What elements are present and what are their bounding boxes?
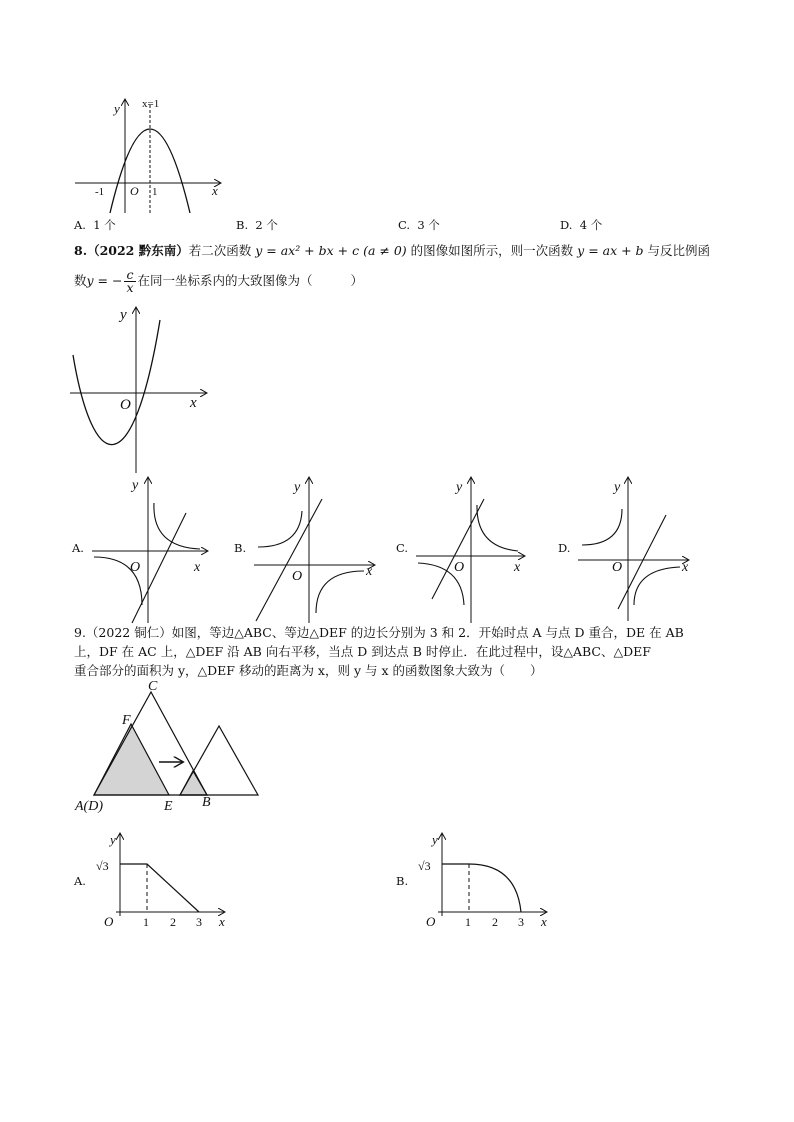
line-graph — [618, 515, 666, 609]
q8-option-d-label[interactable]: D. — [558, 541, 571, 555]
quadratic-curve — [73, 320, 160, 445]
svg-text:x: x — [541, 914, 547, 929]
hyperbola-q1 — [477, 505, 518, 551]
q8-option-c-label[interactable]: C. — [396, 541, 409, 555]
origin-label: O — [120, 397, 131, 413]
q7-parabola-figure — [70, 95, 230, 220]
graph-curve — [442, 864, 521, 912]
q7-option-c[interactable]: C. 3 个 — [398, 218, 440, 232]
q8-formula-linear: y = ax + b — [577, 243, 644, 258]
svg-text:x: x — [366, 564, 373, 579]
svg-text:y: y — [432, 832, 438, 847]
svg-text:O: O — [612, 560, 623, 575]
q7-option-a[interactable]: A. 1 个 — [74, 218, 116, 232]
one-label: 1 — [152, 186, 158, 198]
svg-text:y: y — [294, 480, 301, 495]
q7-option-b[interactable]: B. 2 个 — [236, 218, 278, 232]
svg-text:1: 1 — [143, 915, 149, 929]
label-e: E — [164, 799, 173, 814]
q9-option-a-graph[interactable] — [94, 830, 234, 930]
svg-text:y: y — [132, 478, 139, 493]
q8-option-d-graph[interactable] — [576, 475, 701, 625]
q8-option-a-graph[interactable] — [90, 475, 215, 625]
q9-line-2: 上，DF 在 AC 上，△DEF 沿 AB 向右平移，当点 D 到达点 B 时停止．在此过程中，设△ABC、△DEF — [74, 644, 651, 659]
q9-line-3: 重合部分的面积为 y，△DEF 移动的距离为 x，则 y 与 x 的函数图象大致为（ ） — [74, 663, 543, 678]
svg-text:O: O — [426, 914, 436, 929]
label-f: F — [122, 713, 131, 728]
svg-text:1: 1 — [465, 915, 471, 929]
hyperbola-q2 — [582, 509, 622, 545]
svg-text:O: O — [454, 560, 465, 575]
svg-text:3: 3 — [518, 915, 524, 929]
q9-option-b-label[interactable]: B. — [396, 874, 409, 888]
svg-text:O: O — [130, 560, 141, 575]
q8-line-1: 8.（2022 黔东南）若二次函数 y = ax² + bx + c (a ≠ 0) 的图像如图所示，则一次函数 y = ax + b 与反比例函 — [74, 243, 711, 258]
hyperbola-q1 — [154, 503, 200, 549]
line-graph — [256, 499, 322, 621]
q8-option-b-label[interactable]: B. — [234, 541, 247, 555]
q9-option-a-label[interactable]: A. — [74, 874, 86, 888]
label-c: C — [148, 679, 158, 694]
svg-text:O: O — [292, 569, 303, 584]
y-label: y — [114, 101, 120, 116]
hyperbola-q4 — [316, 571, 364, 613]
svg-text:y: y — [110, 832, 116, 847]
svg-text:O: O — [104, 914, 114, 929]
x-label: x — [190, 395, 197, 411]
q8-formula-inverse: y = − — [86, 273, 123, 288]
triangle-def-shaded — [94, 724, 169, 795]
svg-text:x: x — [194, 560, 201, 575]
q8-line-2: 数y = − $\frac{c}{x}$ 在同一坐标系内的大致图像为（ ） — [74, 267, 364, 295]
x-label: x — [212, 183, 218, 198]
q8-source: （2022 黔东南） — [87, 243, 189, 258]
svg-text:√3: √3 — [96, 859, 109, 873]
q9-triangle-figure — [72, 678, 272, 813]
svg-text:y: y — [614, 480, 621, 495]
line-graph — [432, 499, 484, 599]
q8-option-b-graph[interactable] — [252, 475, 382, 625]
graph-line — [120, 864, 199, 912]
q9-option-b-graph[interactable] — [416, 830, 556, 930]
svg-text:2: 2 — [170, 915, 176, 929]
q8-formula-quadratic: y = ax² + bx + c (a ≠ 0) — [255, 243, 407, 258]
q8-option-a-label[interactable]: A. — [72, 541, 84, 555]
label-b: B — [202, 795, 211, 810]
neg-one-label: -1 — [95, 186, 105, 198]
hyperbola-q4 — [634, 567, 680, 605]
q7-option-d[interactable]: D. 4 个 — [560, 218, 603, 232]
hyperbola-q2 — [258, 511, 302, 547]
svg-text:3: 3 — [196, 915, 202, 929]
axis-line-label: x=1 — [142, 98, 160, 110]
svg-text:√3: √3 — [418, 859, 431, 873]
q9-line-1: 9.（2022 铜仁）如图，等边△ABC、等边△DEF 的边长分别为 3 和 2．开始时点 A 与点 D 重合，DE 在 AB — [74, 625, 684, 640]
q8-quadratic-figure — [68, 305, 218, 475]
origin-label: O — [130, 184, 139, 198]
svg-text:x: x — [514, 560, 521, 575]
svg-text:y: y — [456, 480, 463, 495]
triangle-def-overlap — [180, 771, 207, 795]
svg-text:x: x — [219, 914, 225, 929]
svg-text:2: 2 — [492, 915, 498, 929]
y-label: y — [120, 307, 127, 323]
svg-text:x: x — [682, 560, 689, 575]
label-ad: A(D) — [75, 799, 103, 814]
q8-option-c-graph[interactable] — [414, 475, 544, 625]
q8-fraction: $\frac{c}{x}$ — [126, 267, 134, 295]
q8-number: 8. — [74, 243, 88, 258]
